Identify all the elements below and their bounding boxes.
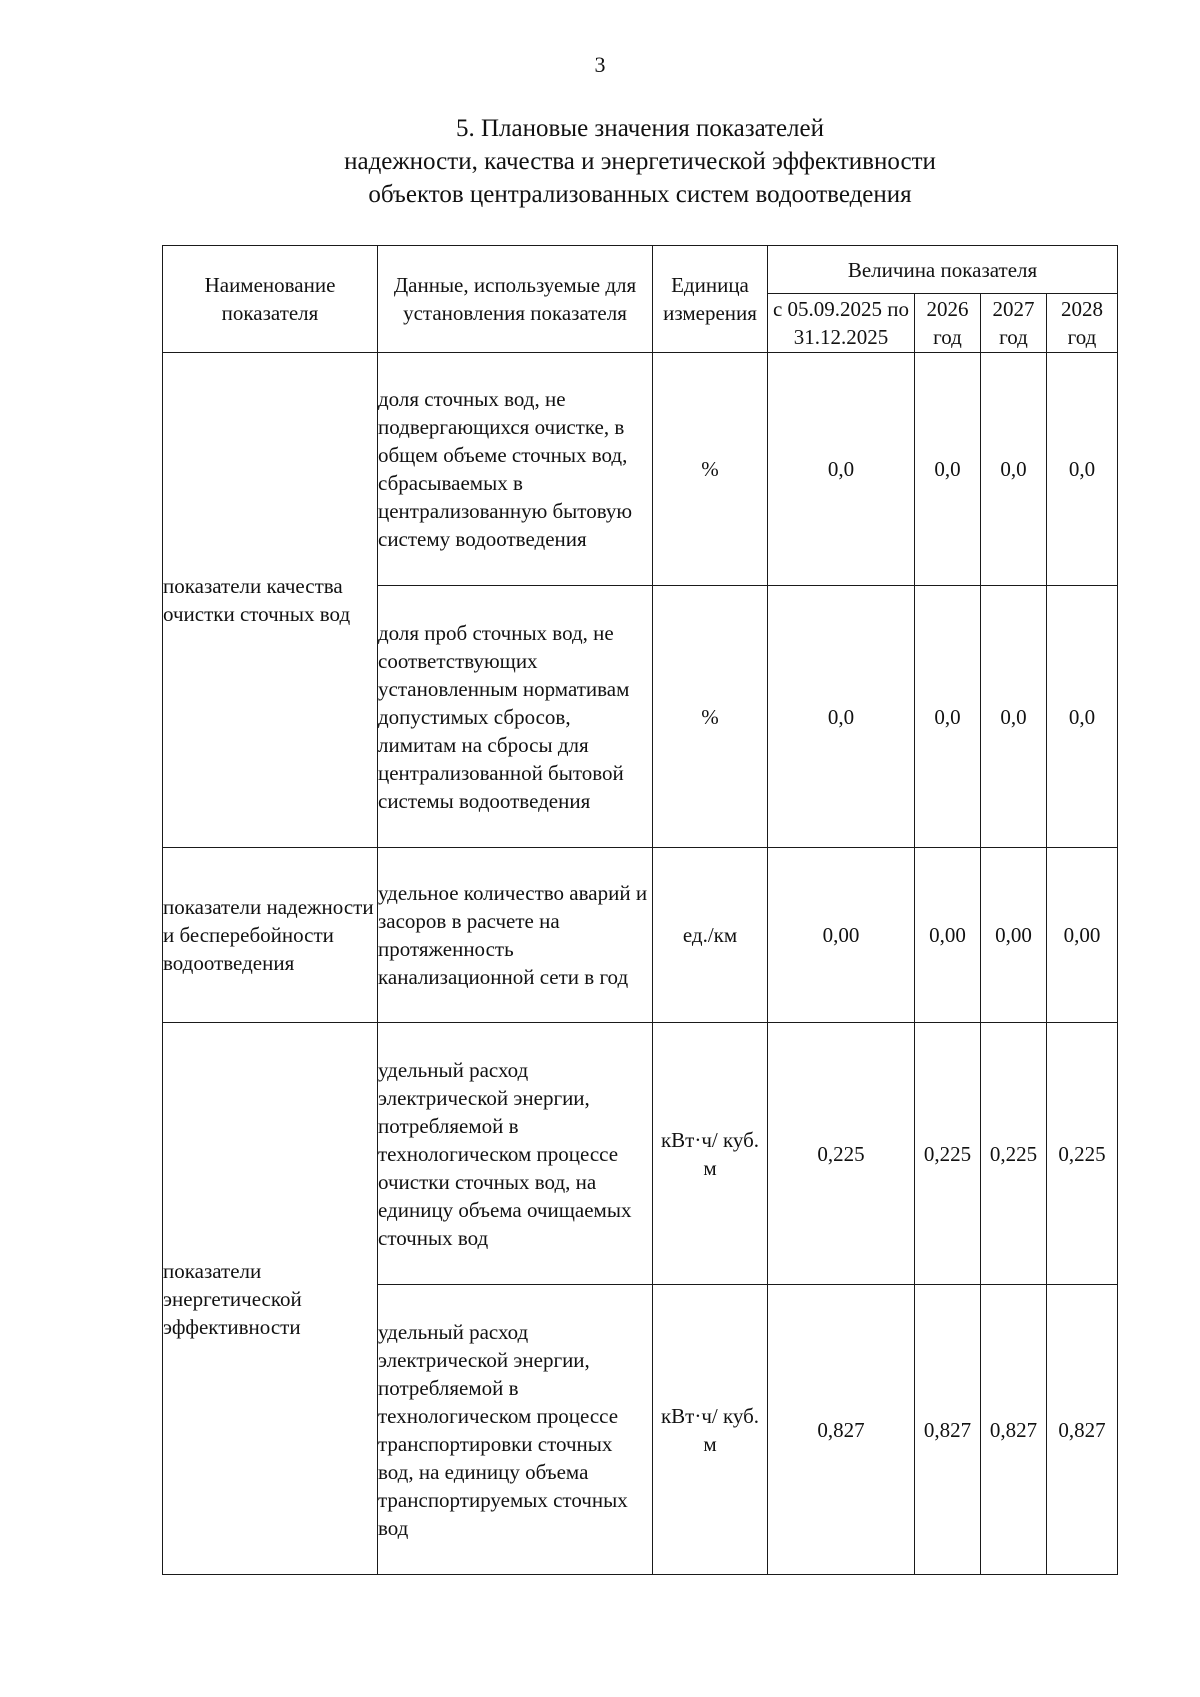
section-title bbox=[0, 112, 1200, 211]
header-unit: Единица измерения bbox=[653, 246, 768, 353]
title-line-1: 5. Плановые значения показателей bbox=[455, 115, 825, 142]
value-2028: 0,827 bbox=[1047, 1285, 1118, 1575]
page-number: 3 bbox=[594, 52, 606, 77]
value-2026: 0,0 bbox=[915, 586, 981, 848]
row-data: доля сточных вод, не подвергающихся очистке, в общем объеме сточных вод, сбрасываемых в централизованную бытовую систему водоотведения bbox=[378, 353, 653, 586]
value-2026: 0,0 bbox=[915, 353, 981, 586]
row-data: удельное количество аварий и засоров в расчете на протяженность канализационной сети в год bbox=[378, 848, 653, 1023]
table-row bbox=[163, 353, 1118, 586]
header-period-2025: с 05.09.2025 по 31.12.2025 bbox=[768, 294, 915, 353]
value-2027: 0,225 bbox=[981, 1023, 1047, 1285]
value-2025: 0,0 bbox=[768, 353, 915, 586]
row-unit: % bbox=[653, 586, 768, 848]
row-data: удельный расход электрической энергии, потребляемой в технологическом процессе транспортировки сточных вод, на единицу объема транспортируемых сточных вод bbox=[378, 1285, 653, 1575]
group-quality: показатели качества очистки сточных вод bbox=[163, 353, 378, 848]
value-2025: 0,225 bbox=[768, 1023, 915, 1285]
table-row bbox=[163, 1023, 1118, 1285]
value-2025: 0,827 bbox=[768, 1285, 915, 1575]
value-2027: 0,0 bbox=[981, 586, 1047, 848]
value-2026: 0,827 bbox=[915, 1285, 981, 1575]
value-2026: 0,225 bbox=[915, 1023, 981, 1285]
title-line-3: объектов централизованных систем водоотведения bbox=[368, 181, 912, 208]
header-year-2028: 2028 год bbox=[1047, 294, 1118, 353]
header-source-data: Данные, используемые для установления показателя bbox=[378, 246, 653, 353]
row-data: удельный расход электрической энергии, потребляемой в технологическом процессе очистки сточных вод, на единицу объема очищаемых сточных вод bbox=[378, 1023, 653, 1285]
title-line-2: надежности, качества и энергетической эффективности bbox=[344, 148, 936, 175]
group-energy: показатели энергетической эффективности bbox=[163, 1023, 378, 1575]
group-reliability: показатели надежности и бесперебойности водоотведения bbox=[163, 848, 378, 1023]
header-year-2027: 2027 год bbox=[981, 294, 1047, 353]
value-2027: 0,00 bbox=[981, 848, 1047, 1023]
value-2027: 0,0 bbox=[981, 353, 1047, 586]
value-2026: 0,00 bbox=[915, 848, 981, 1023]
row-unit: ед./км bbox=[653, 848, 768, 1023]
table-row bbox=[163, 848, 1118, 1023]
row-unit: кВт·ч/ куб. м bbox=[653, 1023, 768, 1285]
value-2025: 0,0 bbox=[768, 586, 915, 848]
value-2028: 0,00 bbox=[1047, 848, 1118, 1023]
indicators-table bbox=[162, 245, 1118, 1575]
header-indicator-name: Наименование показателя bbox=[163, 246, 378, 353]
value-2028: 0,0 bbox=[1047, 353, 1118, 586]
value-2028: 0,225 bbox=[1047, 1023, 1118, 1285]
value-2025: 0,00 bbox=[768, 848, 915, 1023]
header-row bbox=[163, 246, 1118, 294]
row-data: доля проб сточных вод, не соответствующих установленным нормативам допустимых сбросов, лимитам на сбросы для централизованной бытовой системы водоотведения bbox=[378, 586, 653, 848]
value-2028: 0,0 bbox=[1047, 586, 1118, 848]
header-indicator-value: Величина показателя bbox=[768, 246, 1118, 294]
header-year-2026: 2026 год bbox=[915, 294, 981, 353]
row-unit: % bbox=[653, 353, 768, 586]
row-unit: кВт·ч/ куб. м bbox=[653, 1285, 768, 1575]
value-2027: 0,827 bbox=[981, 1285, 1047, 1575]
